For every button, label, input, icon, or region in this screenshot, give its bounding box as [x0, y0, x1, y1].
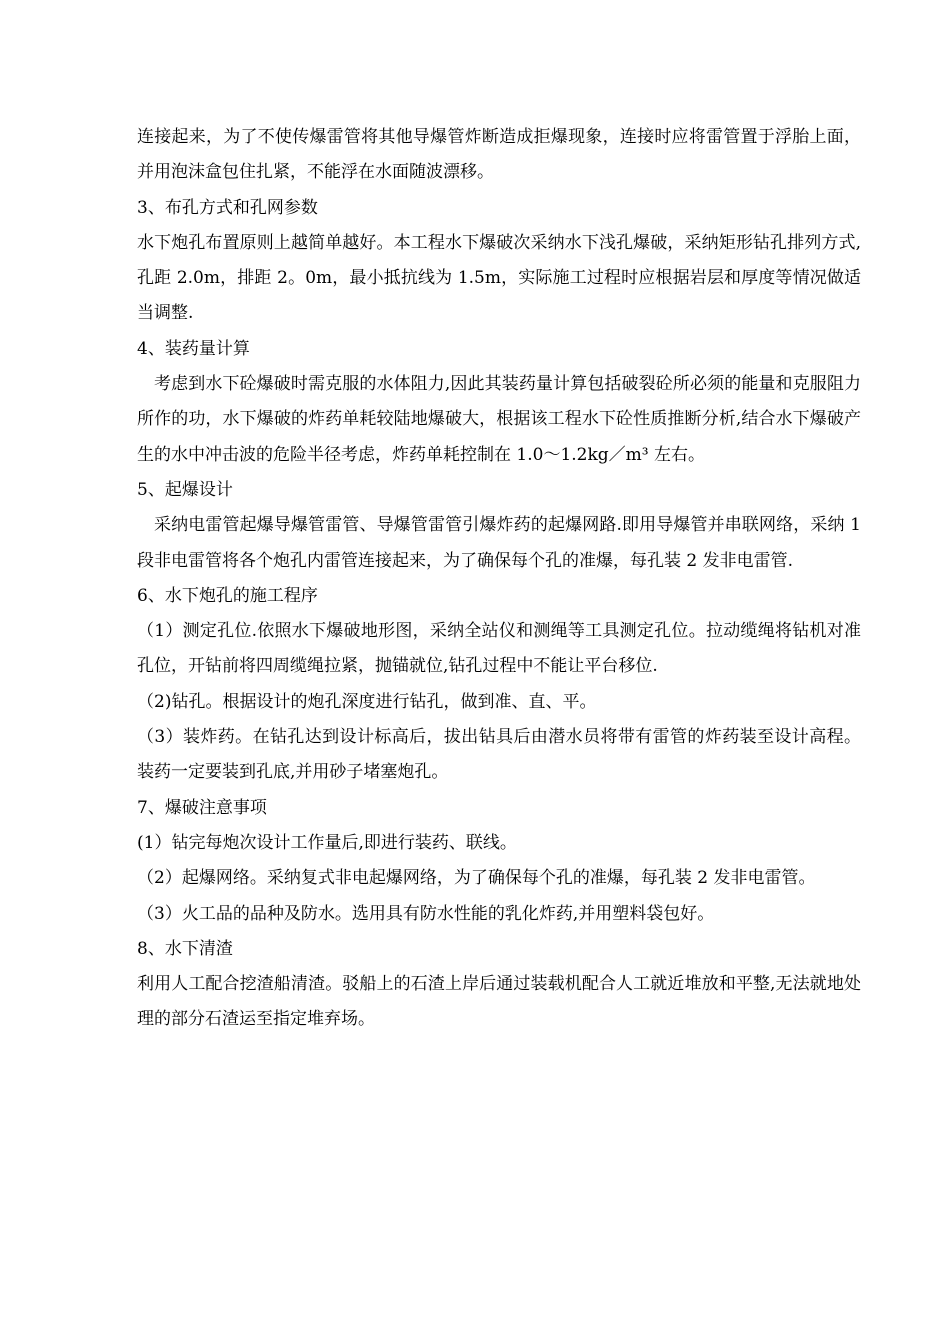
- paragraph-procedure-step-1: （1）测定孔位.依照水下爆破地形图，采纳全站仪和测绳等工具测定孔位。拉动缆绳将钻机对准孔位，开钻前将四周缆绳拉紧，抛锚就位,钻孔过程中不能让平台移位.: [137, 621, 861, 677]
- heading-charge-calculation: 4、装药量计算: [137, 338, 250, 359]
- paragraph-procedure-step-2: （2)钻孔。根据设计的炮孔深度进行钻孔，做到准、直、平。: [137, 691, 597, 712]
- paragraph-underwater-slag-clearing: 利用人工配合挖渣船清渣。驳船上的石渣上岸后通过装载机配合人工就近堆放和平整,无法就地处理的部分石渣运至指定堆弃场。: [137, 974, 861, 1030]
- paragraph-procedure-step-3: （3）装炸药。在钻孔达到设计标高后，拔出钻具后由潜水员将带有雷管的炸药装至设计高程。装药一定要装到孔底,并用砂子堵塞炮孔。: [137, 727, 861, 783]
- paragraph-charge-calculation: 考虑到水下砼爆破时需克服的水体阻力,因此其装药量计算包括破裂砼所必须的能量和克服阻力所作的功，水下爆破的炸药单耗较陆地爆破大，根据该工程水下砼性质推断分析,结合水下爆破产生的水中冲击波的危险半径考虑，炸药单耗控制在 1.0～1.2kg／m³ 左右。: [137, 374, 861, 465]
- paragraph-precaution-1: (1）钻完每炮次设计工作量后,即进行装药、联线。: [137, 832, 517, 853]
- heading-construction-procedure: 6、水下炮孔的施工程序: [137, 585, 318, 606]
- paragraph-hole-layout: 水下炮孔布置原则上越简单越好。本工程水下爆破次采纳水下浅孔爆破，采纳矩形钻孔排列方式,孔距 2.0m，排距 2。0m，最小抵抗线为 1.5m，实际施工过程时应根据岩层和厚度等情况做适当调整.: [137, 232, 861, 324]
- heading-blasting-precautions: 7、爆破注意事项: [137, 797, 267, 818]
- paragraph-detonation-design: 采纳电雷管起爆导爆管雷管、导爆管雷管引爆炸药的起爆网路.即用导爆管并串联网络，采纳 1 段非电雷管将各个炮孔内雷管连接起来，为了确保每个孔的准爆，每孔装 2 发非电雷管.: [137, 515, 861, 571]
- paragraph-precaution-3: （3）火工品的品种及防水。选用具有防水性能的乳化炸药,并用塑料袋包好。: [137, 903, 715, 924]
- document-body: [137, 120, 861, 1038]
- heading-underwater-slag-clearing: 8、水下清渣: [137, 938, 233, 959]
- heading-hole-layout: 3、布孔方式和孔网参数: [137, 197, 318, 218]
- paragraph-connection-continued: 连接起来，为了不使传爆雷管将其他导爆管炸断造成拒爆现象，连接时应将雷管置于浮胎上面，并用泡沫盒包住扎紧，不能浮在水面随波漂移。: [137, 127, 861, 183]
- paragraph-precaution-2: （2）起爆网络。采纳复式非电起爆网络，为了确保每个孔的准爆，每孔装 2 发非电雷管。: [137, 868, 816, 889]
- heading-detonation-design: 5、起爆设计: [137, 479, 233, 500]
